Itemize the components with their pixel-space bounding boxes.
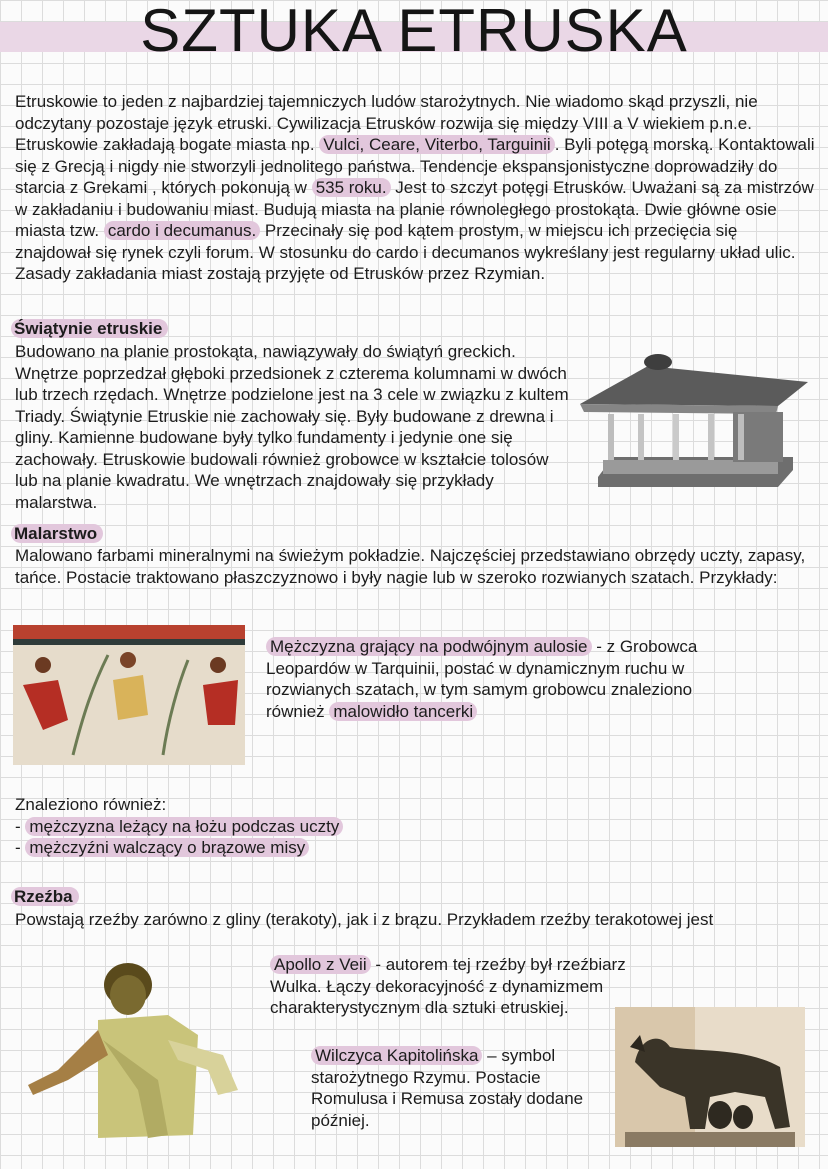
painting-heading-wrap [11, 524, 103, 544]
aulos-paragraph [266, 636, 746, 722]
temple-image [578, 352, 810, 492]
temples-heading-wrap [11, 319, 168, 339]
also-label: Znaleziono również: [15, 795, 167, 814]
also-item-2: - mężczyźni walczący o brązowe misy [15, 837, 309, 859]
temples-text: Budowano na planie prostokąta, nawiązywały do świątyń greckich. Wnętrze poprzedzał głęboki przedsionek z czterema kolumnami w dwóch lub trzech rzędach. Wnętrze podzielone jest na 3 cele w związku z kultem Triady. Świątynie Etruskie nie zachowały się. Były budowane z drewna i gliny. Kamienne budowane były tylko fundamenty i jedynie one się zachowały. Etruskowie budowali również grobowce w kształcie tolosów lub na planie kwadratu. We wnętrzach znajdowały się przykłady malarstwa. [15, 342, 569, 512]
wolf-highlight: Wilczyca Kapitolińska [311, 1046, 482, 1065]
also-item-1: - mężczyzna leżący na łożu podczas uczty [15, 816, 343, 838]
intro-text-3: Jest to szczyt potęgi Etrusków. Uważani są za mistrzów w zakładaniu i budowaniu miast. Budują miasta na planie równoległego prostokąta. Dwie główne osie miasta tzw. [15, 178, 814, 240]
painting-text: Malowano farbami mineralnymi na świeżym pokładzie. Najczęściej przedstawiano obrzędy uczty, zapasy, tańce. Postacie traktowano płaszczyznowo i były nagie lub w szeroko rozwianych szatach. Przykłady: [15, 546, 806, 587]
apollo-text: - autorem tej rzeźby był rzeźbiarz Wulka. Łączy dekoracyjność z dynamizmem charakterystycznym dla sztuki etruskiej. [270, 955, 626, 1017]
wolf-text: – symbol starożytnego Rzymu. Postacie Romulusa i Remusa zostały dodane później. [311, 1046, 584, 1130]
dancer-highlight: malowidło tancerki [329, 702, 477, 721]
cities-highlight: Vulci, Ceare, Viterbo, Targuinii [319, 135, 554, 154]
temples-heading: Świątynie etruskie [11, 319, 168, 338]
page-title: SZTUKA ETRUSKA [140, 0, 688, 64]
sculpture-heading: Rzeźba [11, 887, 79, 906]
fresco-image [13, 625, 245, 765]
wolf-paragraph [311, 1045, 611, 1131]
capitoline-wolf-image [615, 1007, 805, 1147]
also-item-1-text: mężczyzna leżący na łożu podczas uczty [25, 817, 343, 836]
intro-text-4: Przecinały się pod kątem prostym, w miejscu ich przecięcia się znajdował się rynek czyli forum. W stosunku do cardo i decumanos wykreślany jest regularny układ ulic. Zasady zakładania miast zostają przyjęte od Etrusków przez Rzymian. [15, 221, 796, 283]
apollo-paragraph [270, 954, 670, 1019]
apollo-highlight: Apollo z Veii [270, 955, 371, 974]
axes-highlight: cardo i decumanus. [104, 221, 260, 240]
intro-text-1: Etruskowie to jeden z najbardziej tajemniczych ludów starożytnych. Nie wiadomo skąd przyszli, nie odczytany pozostaje język etruski. Cywilizacja Etrusków rozwija się między VIII a V wiekiem p.n.e. Etruskowie zakładają bogate miasta np. [15, 92, 758, 154]
aulos-highlight: Mężczyzna grający na podwójnym aulosie [266, 637, 592, 656]
intro-paragraph [15, 91, 815, 285]
aulos-text: - z Grobowca Leopardów w Tarquinii, postać w dynamicznym ruchu w rozwianych szatach, w tym samym grobowcu znaleziono również [266, 637, 698, 721]
apollo-statue-image [18, 960, 248, 1140]
intro-text-2: . Byli potęgą morską. Kontaktowali się z Grecją i nigdy nie stworzyli jednolitego państwa. Tendencje ekspansjonistyczne doprowadziły do starcia z Grekami , których pokonują w [15, 135, 815, 197]
year-highlight: 535 roku. [312, 178, 391, 197]
also-item-2-text: mężczyźni walczący o brązowe misy [25, 838, 309, 857]
sculpture-text: Powstają rzeźby zarówno z gliny (terakoty), jak i z brązu. Przykładem rzeźby terakotowej jest [15, 910, 714, 929]
painting-heading: Malarstwo [11, 524, 103, 543]
sculpture-heading-wrap [11, 887, 79, 907]
